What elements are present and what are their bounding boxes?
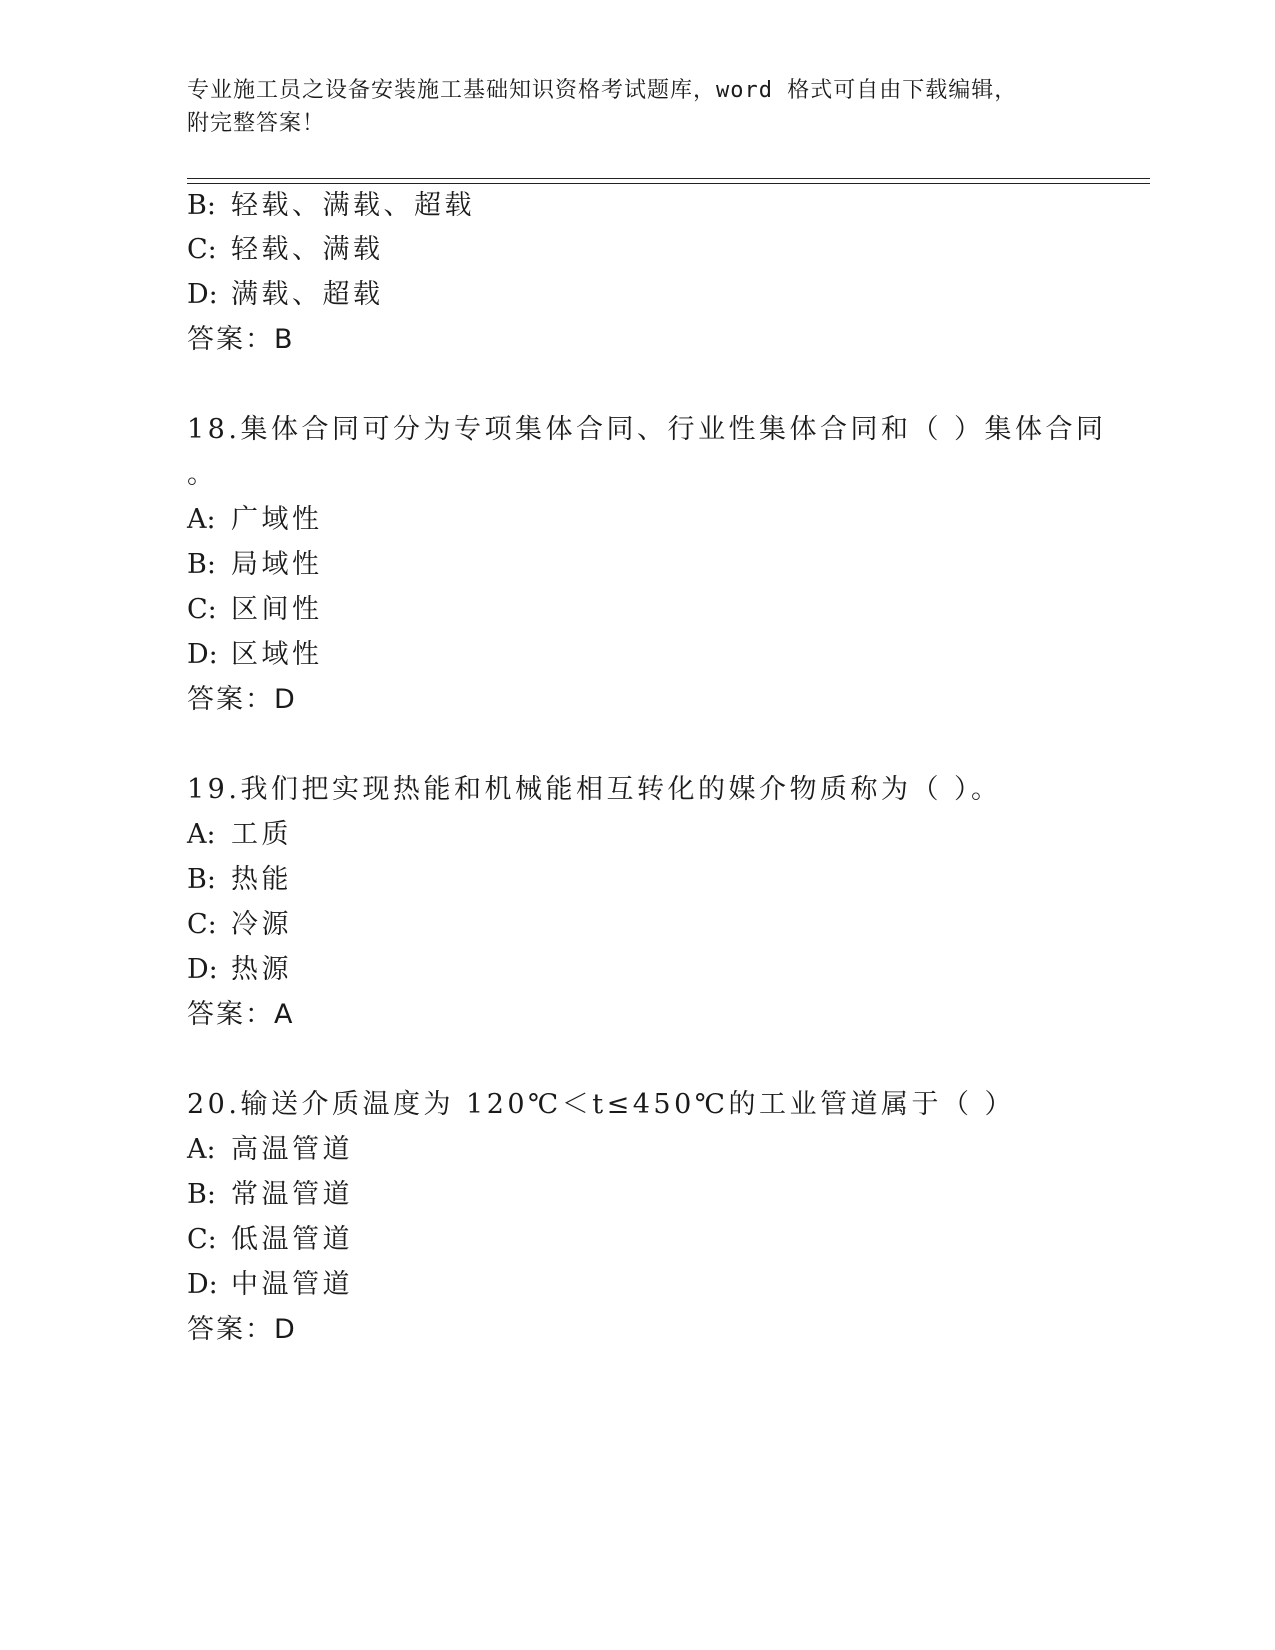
option-text: 高温管道 [231, 1134, 353, 1165]
q20-option-b [187, 1178, 353, 1212]
option-text: 中温管道 [231, 1269, 353, 1300]
q17-option-c [187, 233, 384, 267]
option-letter: C: [187, 594, 217, 625]
option-letter: D: [187, 954, 218, 985]
q19-option-b [187, 863, 292, 897]
option-text: 低温管道 [231, 1224, 353, 1255]
option-text: 区间性 [231, 594, 323, 625]
header-line-1: 专业施工员之设备安装施工基础知识资格考试题库，word 格式可自由下载编辑， [187, 78, 1018, 103]
q18-stem-cont: 。 [187, 459, 218, 490]
header-line-2: 附完整答案！ [187, 111, 326, 136]
option-text: 热源 [231, 954, 292, 985]
option-text: 满载、超载 [231, 279, 384, 310]
option-letter: B: [187, 190, 216, 221]
option-text: 轻载、满载 [231, 234, 384, 265]
q20-answer: 答案：D [187, 1314, 297, 1345]
q18-option-c [187, 593, 323, 627]
option-text: 局域性 [231, 549, 323, 580]
q17-option-b [187, 189, 475, 223]
option-letter: B: [187, 864, 216, 895]
option-letter: C: [187, 909, 217, 940]
option-letter: D: [187, 639, 218, 670]
option-letter: A: [187, 504, 216, 535]
option-text: 常温管道 [231, 1179, 353, 1210]
option-text: 热能 [231, 864, 292, 895]
option-letter: C: [187, 1224, 217, 1255]
q19-answer: 答案：A [187, 999, 295, 1030]
q17-option-d [187, 278, 384, 312]
option-text: 区域性 [231, 639, 323, 670]
option-text: 工质 [231, 819, 292, 850]
q17-answer: 答案：B [187, 324, 295, 355]
q19-option-d [187, 953, 292, 987]
q19-option-a [187, 818, 292, 852]
document-header [187, 74, 1087, 140]
option-letter: C: [187, 234, 217, 265]
q20-stem: 20.输送介质温度为 120℃＜t≤450℃的工业管道属于（ ） [187, 1089, 1016, 1120]
q20-option-c [187, 1223, 353, 1257]
q19-stem: 19.我们把实现热能和机械能相互转化的媒介物质称为（ ）。 [187, 774, 1002, 805]
option-letter: D: [187, 279, 218, 310]
option-text: 冷源 [231, 909, 292, 940]
option-letter: D: [187, 1269, 218, 1300]
header-divider-top [187, 178, 1150, 179]
q20-option-a [187, 1133, 353, 1167]
q18-option-a [187, 503, 323, 537]
option-letter: A: [187, 819, 216, 850]
q19-option-c [187, 908, 292, 942]
option-text: 广域性 [231, 504, 323, 535]
option-text: 轻载、满载、超载 [231, 190, 475, 221]
header-divider-bottom [187, 183, 1150, 184]
q20-option-d [187, 1268, 353, 1302]
option-letter: B: [187, 1179, 216, 1210]
q18-answer: 答案：D [187, 684, 297, 715]
q18-option-d [187, 638, 323, 672]
option-letter: A: [187, 1134, 216, 1165]
q18-option-b [187, 548, 323, 582]
option-letter: B: [187, 549, 216, 580]
q18-stem: 18.集体合同可分为专项集体合同、行业性集体合同和（ ）集体合同 [187, 414, 1107, 445]
